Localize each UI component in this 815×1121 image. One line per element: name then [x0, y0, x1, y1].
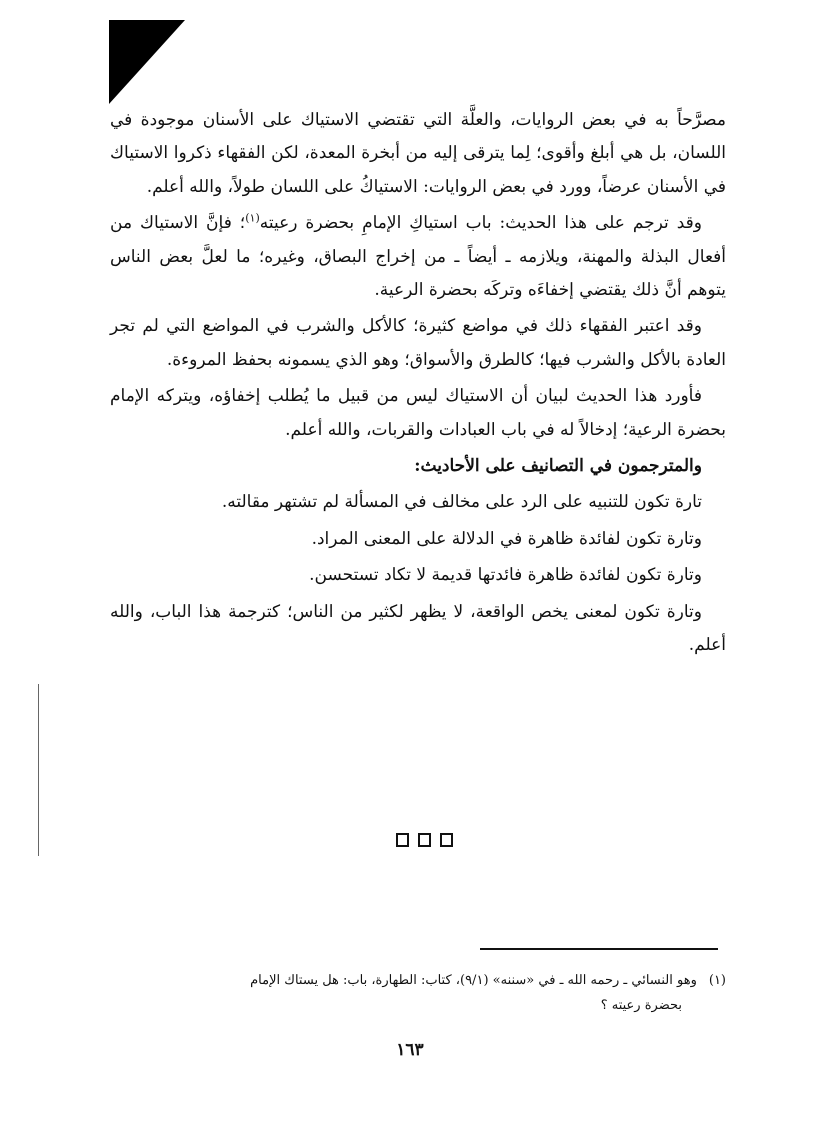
- section-separator: [396, 833, 453, 847]
- paragraph-3: وقد اعتبر الفقهاء ذلك في مواضع كثيرة؛ كالأكل والشرب في المواضع التي لم تجر العادة بالأكل والشرب فيها؛ كالطرق والأسواق؛ وهو الذي يسمونه بحفظ المروءة.: [110, 316, 726, 370]
- footnote-reference[interactable]: (١): [245, 211, 260, 225]
- separator-box-icon: [418, 833, 431, 847]
- footnote-text: وهو النسائي ـ رحمه الله ـ في «سننه» (٩/١)، كتاب: الطهارة، باب: هل يستاك الإمام: [250, 973, 697, 988]
- list-item-3: وتارة تكون لفائدة ظاهرة فائدتها قديمة لا تكاد تستحسن.: [309, 565, 702, 586]
- paragraph-2-start: وقد ترجم على هذا الحديث: باب استياكِ الإمامِ بحضرة رعيته: [259, 213, 702, 234]
- list-item-2: وتارة تكون لفائدة ظاهرة في الدلالة على المعنى المراد.: [311, 528, 702, 549]
- separator-box-icon: [396, 833, 409, 847]
- scan-edge-line: [38, 684, 39, 856]
- list-item-4: وتارة تكون لمعنى يخص الواقعة، لا يظهر لكثير من الناس؛ كترجمة هذا الباب، والله أعلم.: [110, 601, 726, 656]
- main-text: [110, 104, 726, 666]
- section-heading: والمترجمون في التصانيف على الأحاديث:: [414, 456, 702, 477]
- footnote-number: (١): [708, 973, 726, 988]
- paragraph-2: [110, 207, 726, 307]
- page-number: ١٦٣: [396, 1040, 424, 1060]
- paragraph-1: مصرَّحاً به في بعض الروايات، والعلَّة التي تقتضي الاستياك على الأسنان موجودة في اللسان، بل هي أبلغ وأقوى؛ لِما يترقى إليه من أبخرة المعدة، لكن الفقهاء ذكروا الاستياك في الأسنان عرضاً، وورد في بعض الروايات: الاستياكُ على اللسان طولاً، والله أعلم.: [110, 110, 726, 197]
- separator-box-icon: [440, 833, 453, 847]
- footnote: [138, 968, 726, 1018]
- list-item-1: تارة تكون للتنبيه على الرد على مخالف في المسألة لم تشتهر مقالته.: [221, 492, 702, 513]
- paragraph-2-end: ؛ فإنَّ الاستياك من أفعال البذلة والمهنة، ويلازمه ـ أيضاً ـ من إخراج البصاق، وغيره؛ ما لعلَّ بعض الناس يتوهم أنَّ ذلك يقتضي إخفاءَه وتركَه بحضرة الرعية.: [110, 213, 726, 301]
- footnote-continuation: بحضرة رعيته ؟: [600, 998, 682, 1013]
- footnote-divider: [480, 948, 718, 950]
- paragraph-4: فأورد هذا الحديث لبيان أن الاستياك ليس من قبيل ما يُطلب إخفاؤه، ويتركه الإمام بحضرة الرعية؛ إدخالاً له في باب العبادات والقربات، والله أعلم.: [110, 386, 726, 440]
- corner-scan-mark: [109, 20, 185, 104]
